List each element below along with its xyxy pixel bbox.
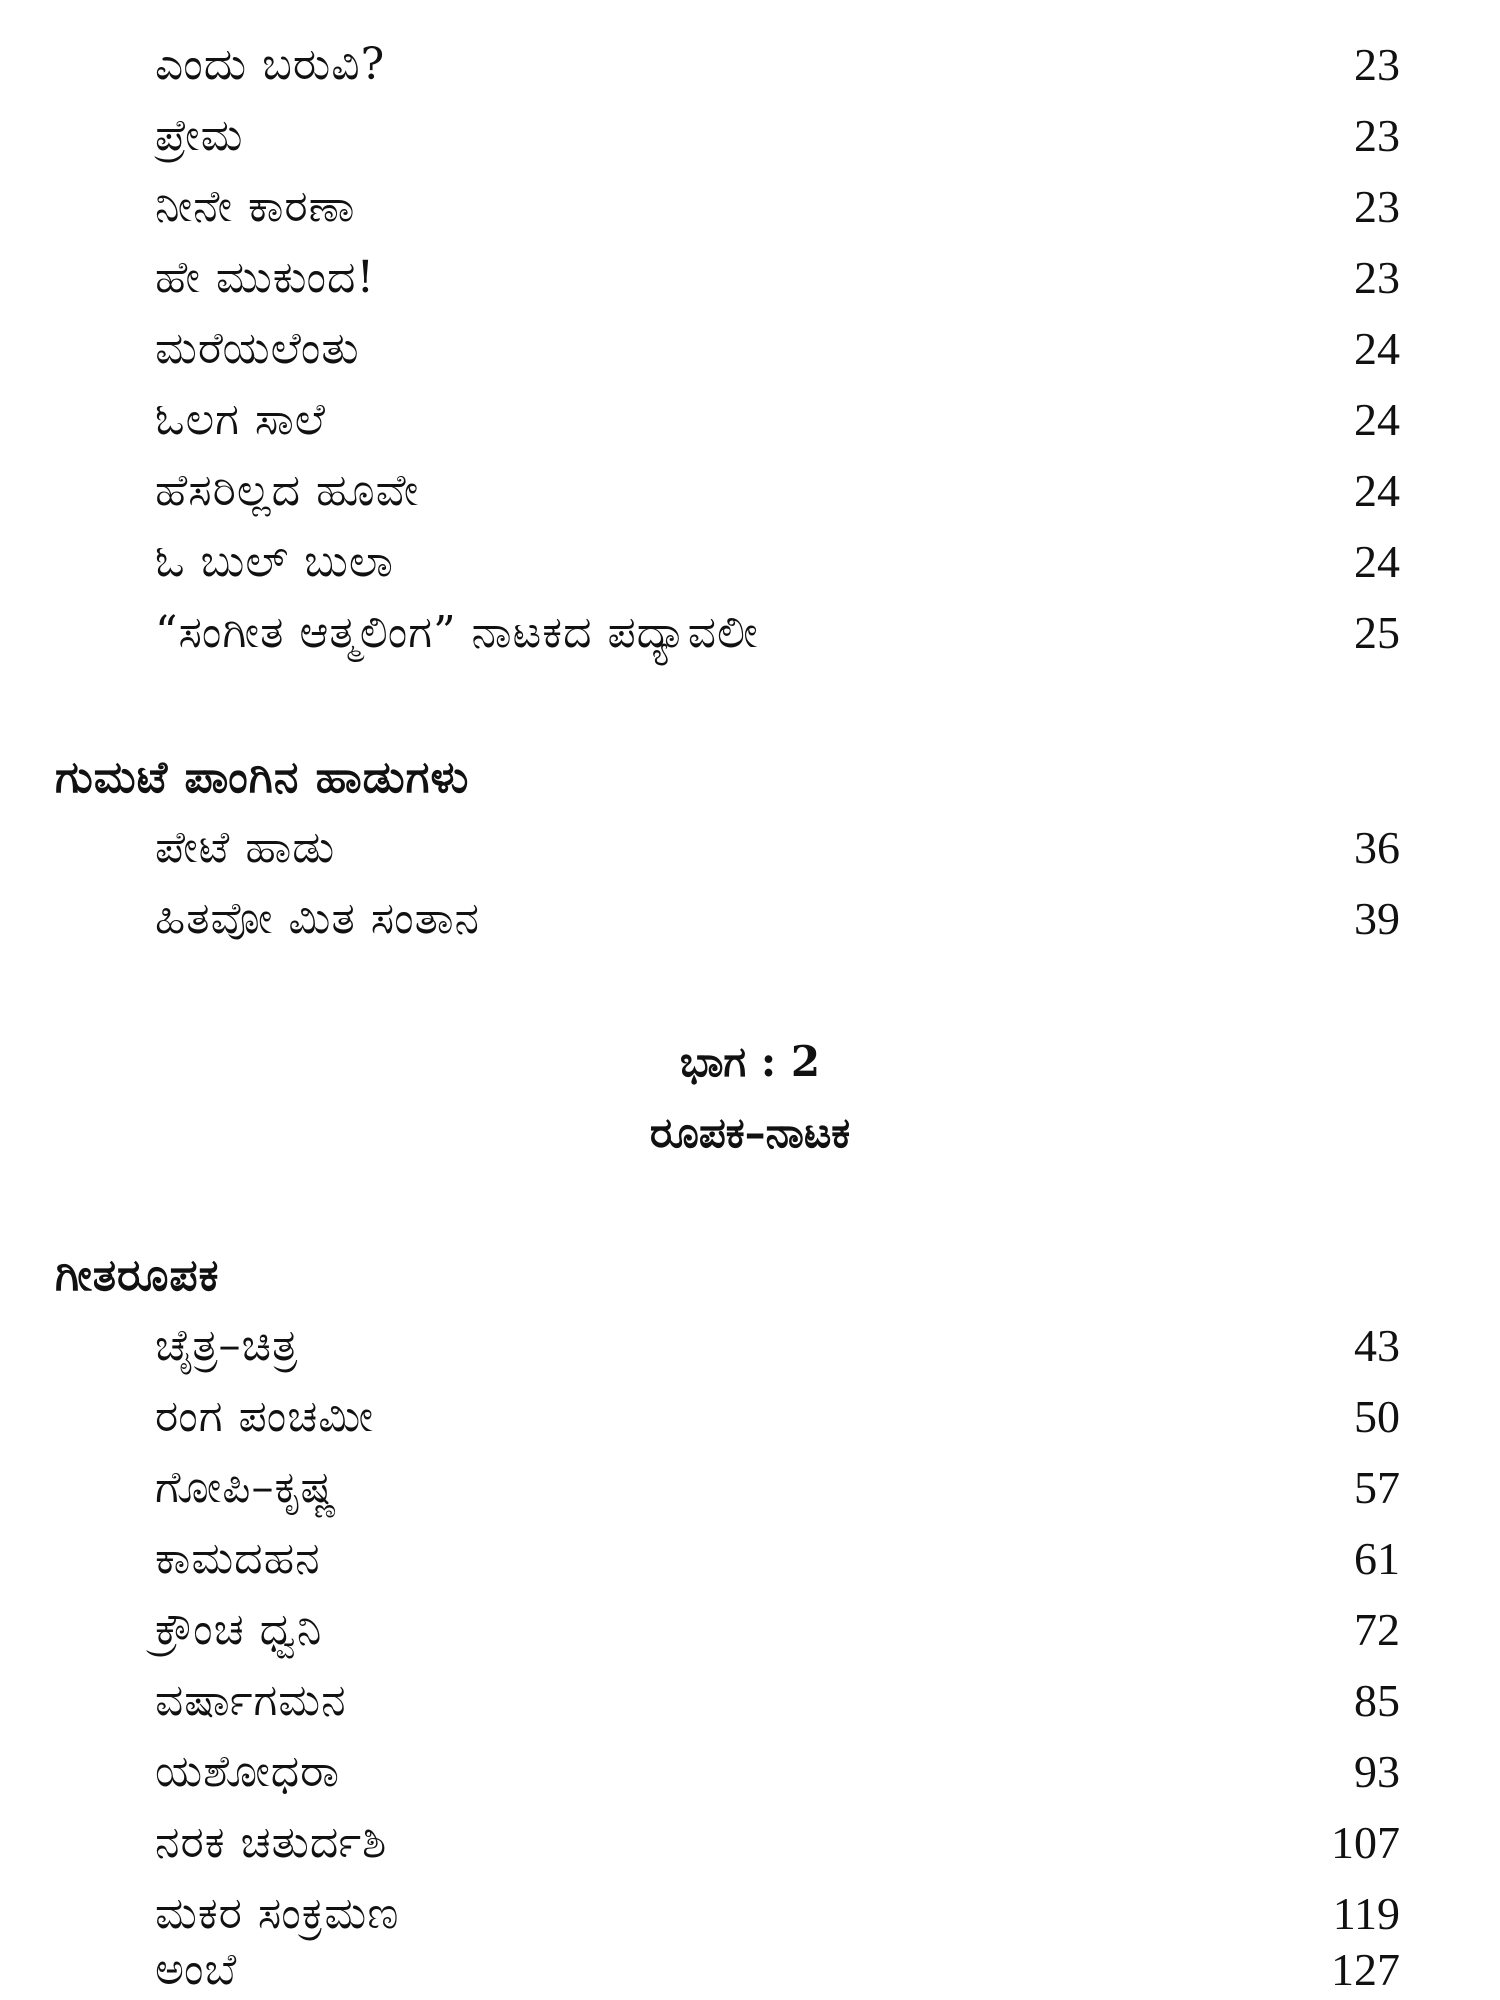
entry-page-number: 25 [1354,607,1400,658]
entry-page-number: 24 [1354,465,1400,516]
entry-page-number: 119 [1332,1888,1400,1939]
section-heading: ಗುಮಟೆ ಪಾಂಗಿನ ಹಾಡುಗಳು [55,752,470,803]
entry-page-number: 107 [1331,1817,1400,1868]
entry-page-number: 36 [1354,822,1400,873]
entry-title: ಓಲಗ ಸಾಲೆ [155,394,327,445]
toc-entry [155,319,1400,379]
entry-title: ಎಂದು ಬರುವಿ? [155,39,386,90]
entry-title: ನರಕ ಚತುರ್ದಶಿ [155,1817,388,1868]
part-title: ರೂಪಕ–ನಾಟಕ [649,1108,851,1157]
entry-page-number: 23 [1354,110,1400,161]
toc-entry [155,35,1400,95]
toc-entry [155,1940,1400,2000]
toc-entry [155,1671,1400,1731]
entry-title: ಮರೆಯಲೆಂತು [155,323,360,374]
entry-page-number: 24 [1354,536,1400,587]
toc-entry [155,390,1400,450]
entry-title: “ಸಂಗೀತ ಆತ್ಮಲಿಂಗ” ನಾಟಕದ ಪದ್ಯಾವಲೀ [155,607,759,658]
entry-page-number: 24 [1354,323,1400,374]
entry-title: ಪ್ರೇಮ [155,110,244,161]
entry-title: ಓ ಬುಲ್ ಬುಲಾ [155,536,394,587]
toc-entry [155,532,1400,592]
entry-title: ಹೇ ಮುಕುಂದ! [155,252,376,303]
entry-title: ಅಂಬೆ [155,1944,238,1995]
toc-entry [155,248,1400,308]
part-label: ಭಾಗ : 2 [679,1037,821,1086]
entry-page-number: 85 [1354,1675,1400,1726]
entry-page-number: 39 [1354,893,1400,944]
toc-entry [155,889,1400,949]
toc-entry [155,1884,1400,1944]
entry-title: ಪೇಟೆ ಹಾಡು [155,822,336,873]
toc-entry [155,1458,1400,1518]
toc-entry [155,1813,1400,1873]
toc-entry [155,177,1400,237]
entry-page-number: 50 [1354,1391,1400,1442]
entry-page-number: 23 [1354,252,1400,303]
toc-entry [155,603,1400,663]
entry-title: ನೀನೇ ಕಾರಣಾ [155,181,356,232]
entry-title: ರಂಗ ಪಂಚಮೀ [155,1391,375,1442]
entry-page-number: 57 [1354,1462,1400,1513]
toc-entry [155,1600,1400,1660]
entry-title: ಮಕರ ಸಂಕ್ರಮಣ [155,1888,400,1939]
entry-page-number: 24 [1354,394,1400,445]
entry-page-number: 23 [1354,39,1400,90]
entry-title: ಯಶೋಧರಾ [155,1746,340,1797]
toc-entry [155,1316,1400,1376]
toc-entry [155,1742,1400,1802]
entry-page-number: 23 [1354,181,1400,232]
entry-page-number: 61 [1354,1533,1400,1584]
entry-page-number: 72 [1354,1604,1400,1655]
toc-entry [155,1387,1400,1447]
entry-title: ಹಿತವೋ ಮಿತ ಸಂತಾನ [155,893,480,944]
entry-title: ಕ್ರೌಂಚ ಧ್ವನಿ [155,1604,323,1655]
toc-entry [155,818,1400,878]
entry-page-number: 43 [1354,1320,1400,1371]
entry-title: ಚೈತ್ರ–ಚಿತ್ರ [155,1320,299,1371]
toc-entry [155,106,1400,166]
entry-title: ಗೋಪಿ–ಕೃಷ್ಣ [155,1462,338,1513]
entry-title: ವರ್ಷಾಗಮನ [155,1675,347,1726]
entry-page-number: 93 [1354,1746,1400,1797]
toc-entry [155,461,1400,521]
section-heading: ಗೀತರೂಪಕ [55,1250,220,1301]
toc-entry [155,1529,1400,1589]
entry-title: ಕಾಮದಹನ [155,1533,321,1584]
entry-page-number: 127 [1331,1944,1400,1995]
entry-title: ಹೆಸರಿಲ್ಲದ ಹೂವೇ [155,465,420,516]
